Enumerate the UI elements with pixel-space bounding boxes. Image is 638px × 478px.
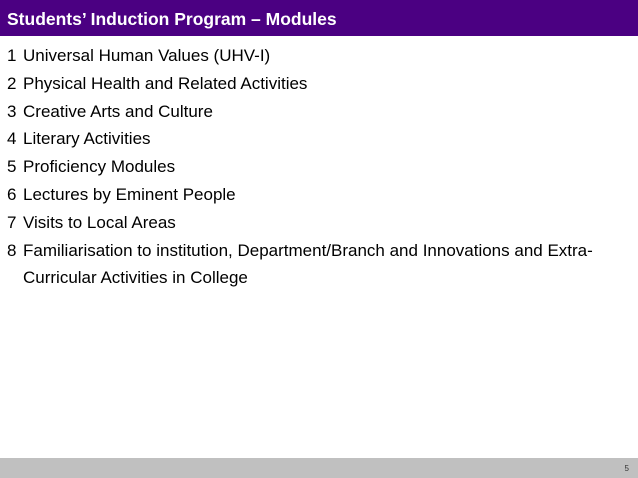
item-text: Visits to Local Areas [23,212,176,232]
list-item [7,98,627,126]
list-item [7,237,627,293]
item-number: 4 [7,129,17,149]
list-item [7,181,627,209]
item-number: 3 [7,101,17,121]
item-number: 1 [7,46,17,65]
list-item [7,153,627,181]
item-number: 7 [7,212,17,232]
list-item [7,42,627,70]
item-number: 2 [7,73,17,93]
item-number: 6 [7,184,17,204]
page-number: 5 [624,464,629,473]
list-item [7,209,627,237]
item-text: Lectures by Eminent People [23,184,236,204]
list-item [7,125,627,153]
item-number: 5 [7,157,17,177]
title-bar [0,0,638,36]
item-number: 8 [7,240,17,260]
item-text: Physical Health and Related Activities [23,73,308,93]
item-text: Universal Human Values (UHV-I) [23,46,271,65]
item-text: Familiarisation to institution, Department/Branch and Innovations and Extra-Curricular Activities in College [23,240,593,288]
slide-title: Students’ Induction Program – Modules [7,9,337,29]
item-text: Creative Arts and Culture [23,101,213,121]
list-item [7,70,627,98]
item-text: Proficiency Modules [23,157,176,177]
footer-bar [0,458,638,478]
item-text: Literary Activities [23,129,151,149]
module-list [7,42,627,292]
